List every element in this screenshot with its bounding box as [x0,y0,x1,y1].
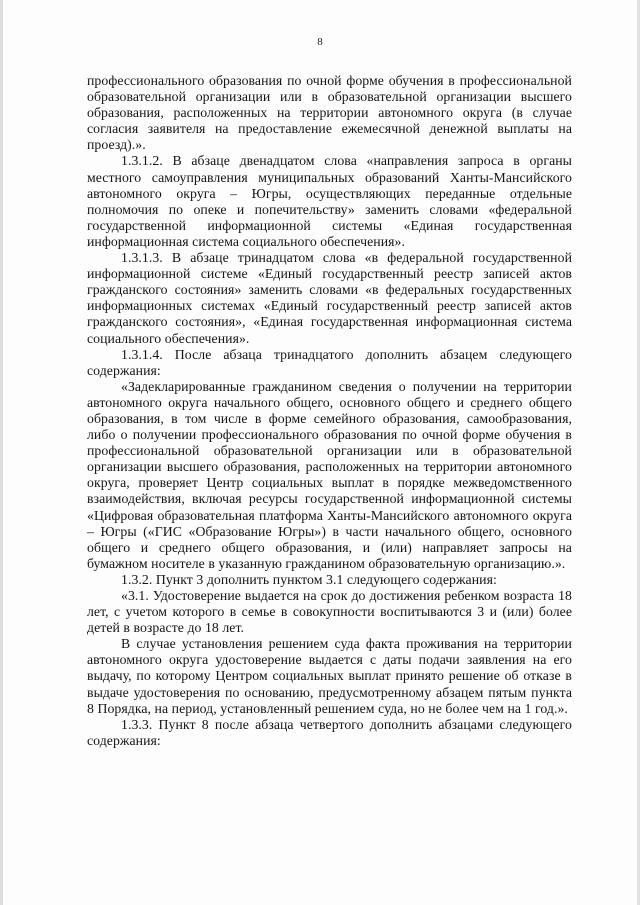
paragraph-court-decision: В случае установления решением суда факта проживания на территории автономного округа удостоверение выдается с даты подачи заявления на его выдачу, по которому Центром социальных выплат принято решение об отказе в выдаче удостоверения по основанию, предусмотренному абзацем пятым пункта 8 Порядка, на период, установленный решением суда, но не более чем на 1 год.». [87,636,572,716]
document-body [87,73,572,749]
page-number: 8 [317,36,323,48]
paragraph-1-3-1-3: 1.3.1.3. В абзаце тринадцатом слова «в федеральной государственной информационной системе «Единый государственный реестр записей актов гражданского состояния» заменить словами «в федеральных государственных информационных системах «Единый государственный реестр записей актов гражданского состояния», «Единая государственная информационная система социального обеспечения». [87,250,572,346]
scan-edge-left [0,0,3,905]
paragraph-1-3-1-2: 1.3.1.2. В абзаце двенадцатом слова «направления запроса в органы местного самоуправления муниципальных образований Ханты-Мансийского автономного округа – Югры, осуществляющих переданные отдельные полномочия по опеке и попечительству» заменить словами «федеральной государственной информационной системы «Единая государственная информационная система социального обеспечения». [87,153,572,249]
paragraph-quoted-declaration: «Задекларированные гражданином сведения о получении на территории автономного округа начального общего, основного общего и среднего общего образования, в том числе в форме семейного образования, самообразования, либо о получении профессионального образования по очной форме обучения в профессиональной образовательной организации или в образовательной организации высшего образования, расположенных на территории автономного округа, проверяет Центр социальных выплат в порядке межведомственного взаимодействия, включая ресурсы государственной информационной системы «Цифровая образовательная платформа Ханты-Мансийского автономного округа – Югры («ГИС «Образование Югры») в части начального общего, основного общего и среднего общего образования, и (или) направляет запросы на бумажном носителе в указанную гражданином образовательную организацию.». [87,378,572,571]
paragraph-1-3-2: 1.3.2. Пункт 3 дополнить пунктом 3.1 следующего содержания: [121,571,497,587]
paragraph-continuation: профессионального образования по очной форме обучения в профессиональной образовательной организации или в образовательной организации высшего образования, расположенных на территории автономного округа (в случае согласия заявителя на предоставление ежемесячной денежной выплаты на проезд).». [87,73,572,153]
paragraph-3-1: «3.1. Удостоверение выдается на срок до достижения ребенком возраста 18 лет, с учетом которого в семье в совокупности воспитываются 3 и (или) более детей в возрасте до 18 лет. [87,588,572,636]
paragraph-1-3-3: 1.3.3. Пункт 8 после абзаца четвертого дополнить абзацами следующего содержания: [87,716,572,748]
paragraph-1-3-1-4: 1.3.1.4. После абзаца тринадцатого дополнить абзацем следующего содержания: [87,346,572,378]
